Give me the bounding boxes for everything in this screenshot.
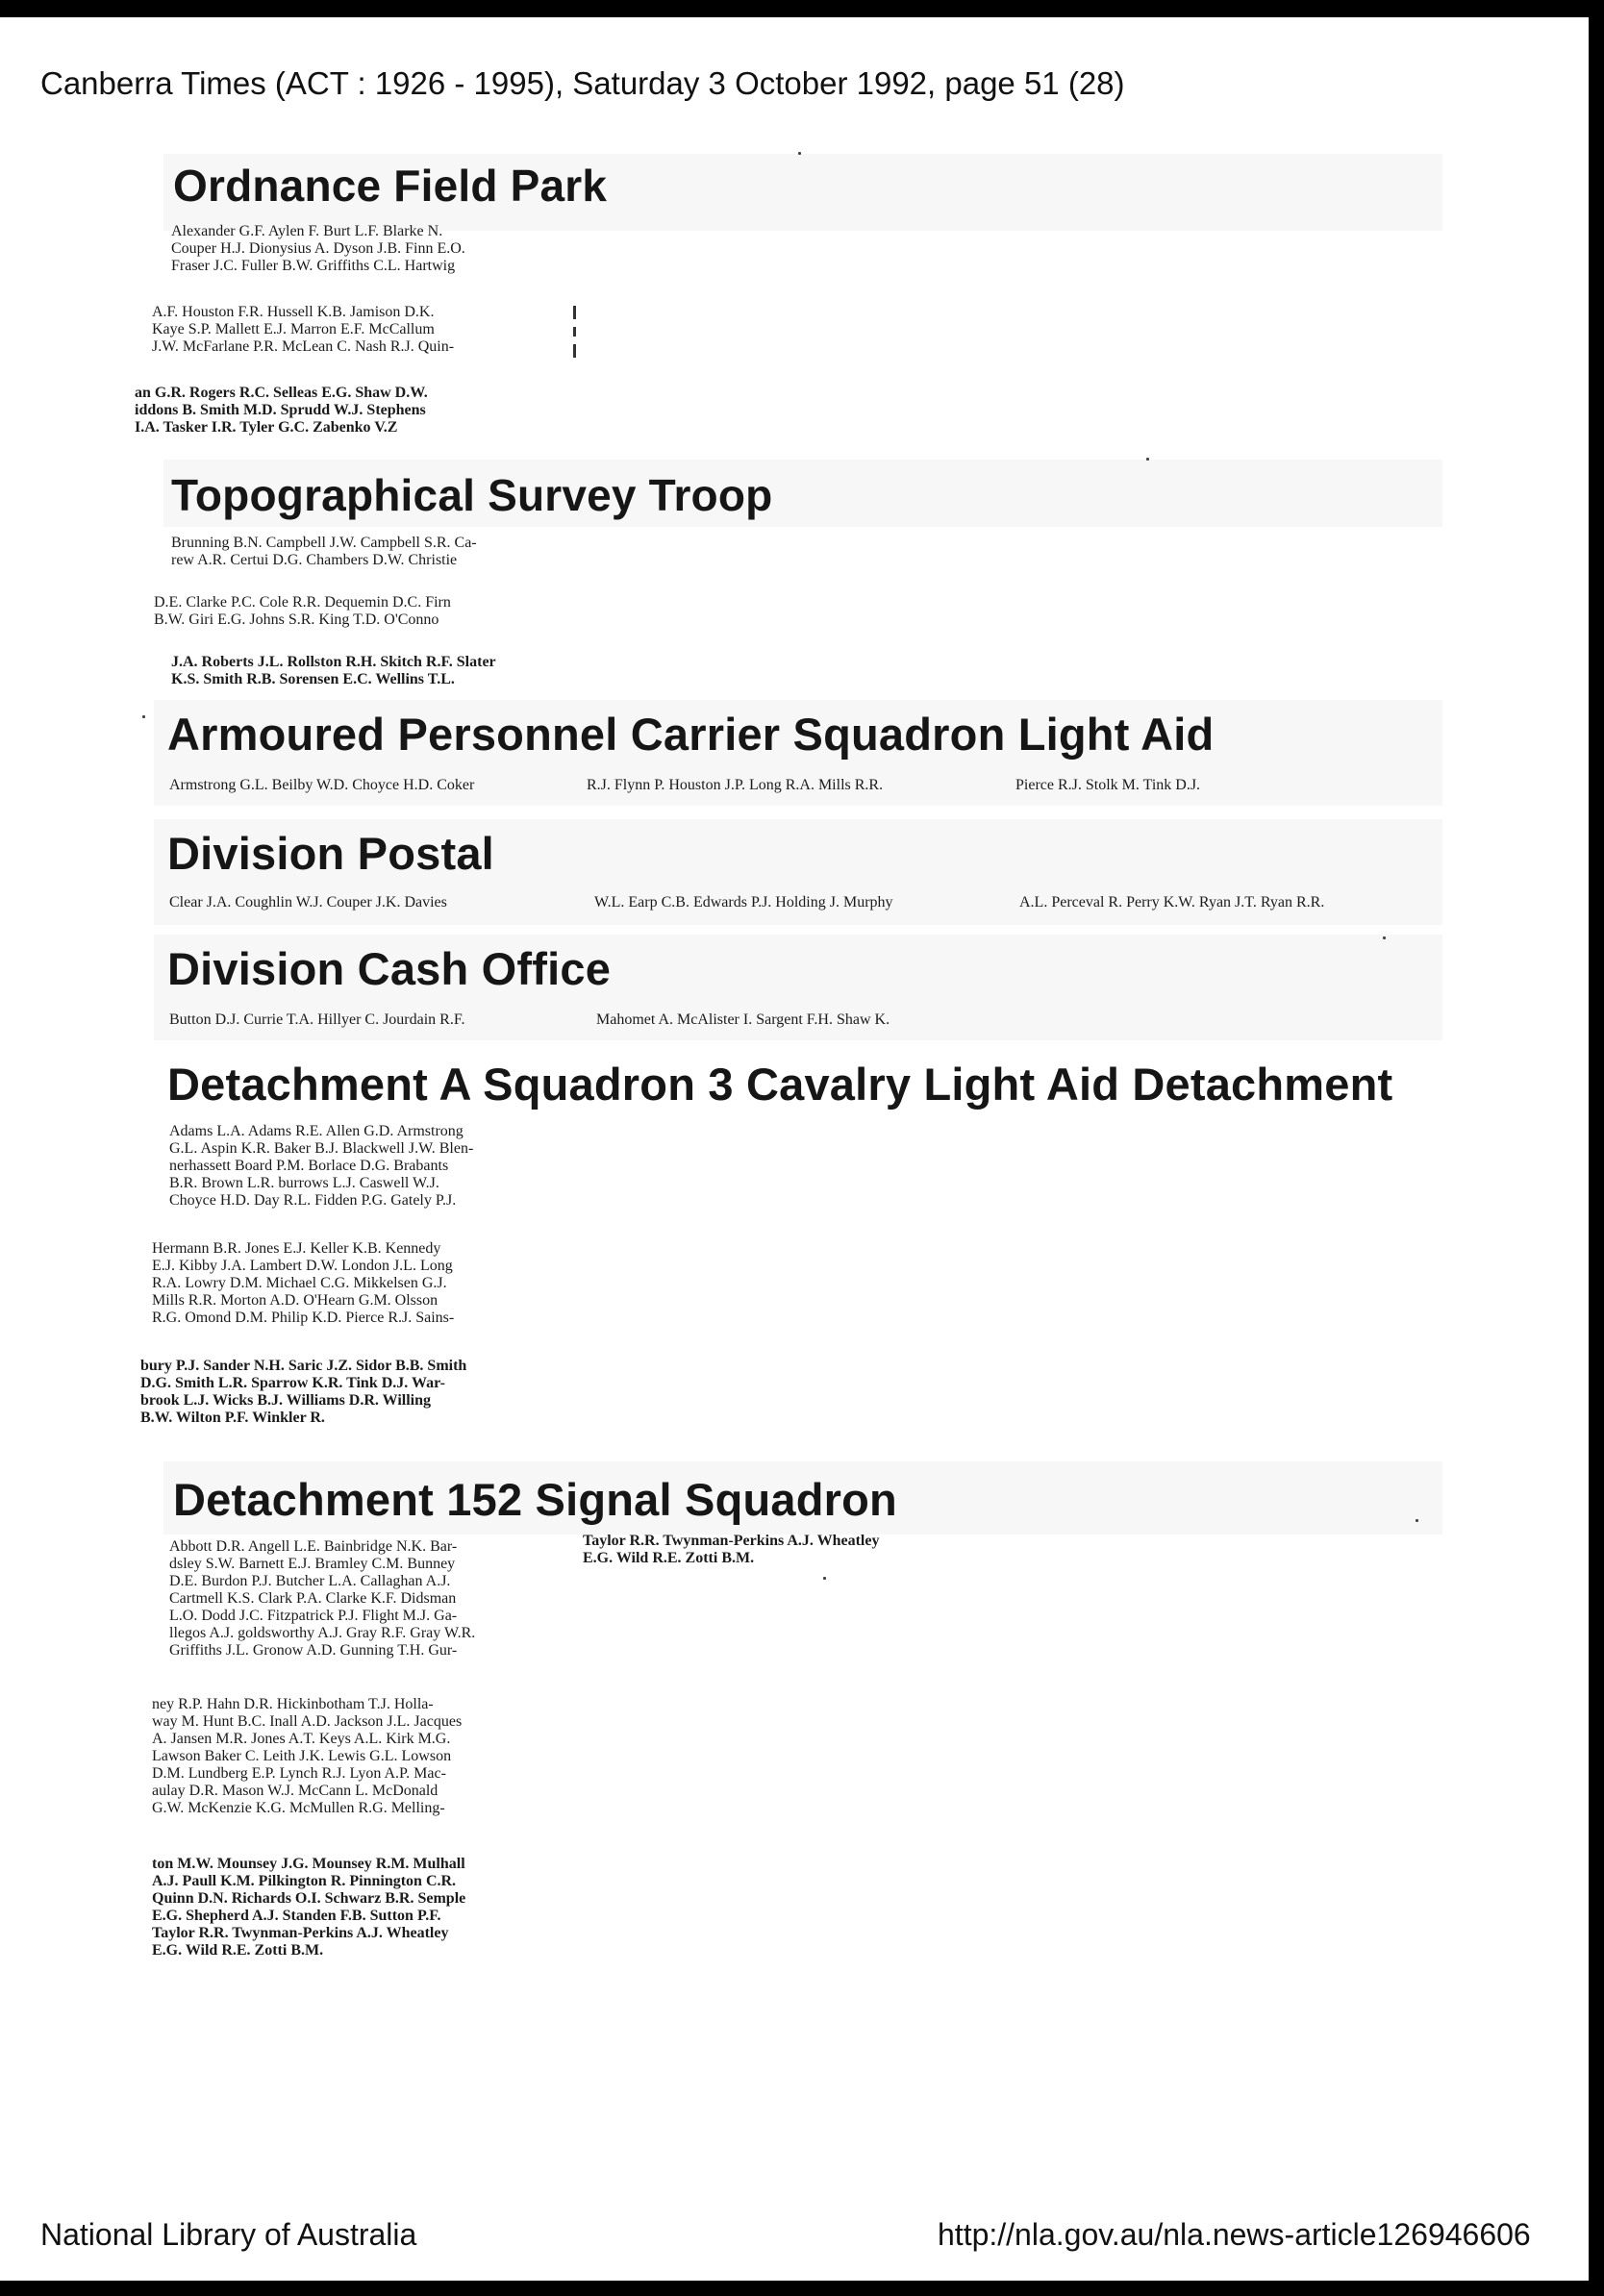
name-line: way M. Hunt B.C. Inall A.D. Jackson J.L. Jacques (152, 1713, 463, 1730)
name-line: aulay D.R. Mason W.J. McCann L. McDonald (152, 1783, 439, 1799)
name-block (152, 1696, 462, 1817)
name-line: brook L.J. Wicks B.J. Williams D.R. Willing (140, 1392, 432, 1409)
section-title-signal: Detachment 152 Signal Squadron (173, 1474, 897, 1525)
name-block (140, 1358, 466, 1427)
name-line: Choyce H.D. Day R.L. Fidden P.G. Gately P.J. (169, 1192, 457, 1209)
name-block (152, 304, 454, 356)
name-column: Pierce R.J. Stolk M. Tink D.J. (1015, 777, 1201, 793)
name-line: Alexander G.F. Aylen F. Burt L.F. Blarke N. (171, 223, 443, 239)
name-line: A.F. Houston F.R. Hussell K.B. Jamison D.K. (152, 304, 435, 320)
name-block (171, 223, 465, 275)
name-column: Clear J.A. Coughlin W.J. Couper J.K. Davies (169, 894, 447, 911)
name-line: Cartmell K.S. Clark P.A. Clarke K.F. Didsman (169, 1590, 457, 1607)
top-border (0, 0, 1604, 17)
name-line: Couper H.J. Dionysius A. Dyson J.B. Finn E.O. (171, 240, 465, 257)
name-line: L.O. Dodd J.C. Fitzpatrick P.J. Flight M.J. Ga- (169, 1608, 458, 1624)
name-line: rew A.R. Certui D.G. Chambers D.W. Christie (171, 552, 458, 568)
name-line: Mills R.R. Morton A.D. O'Hearn G.M. Olsson (152, 1292, 439, 1309)
section-title-cash: Division Cash Office (167, 943, 612, 994)
name-line: K.S. Smith R.B. Sorensen E.C. Wellins T.L. (171, 671, 455, 687)
name-block-side (583, 1533, 879, 1567)
section-title-postal: Division Postal (167, 828, 494, 879)
name-line: E.G. Shepherd A.J. Standen F.B. Sutton P.F. (152, 1908, 441, 1924)
name-line: Brunning B.N. Campbell J.W. Campbell S.R. Ca- (171, 535, 477, 551)
name-block (154, 594, 451, 629)
section-title-apc: Armoured Personnel Carrier Squadron Light Aid (167, 709, 1215, 760)
name-column: Mahomet A. McAlister I. Sargent F.H. Shaw K. (596, 1011, 890, 1028)
column-rule (573, 306, 576, 319)
name-line: Lawson Baker C. Leith J.K. Lewis G.L. Lowson (152, 1748, 452, 1764)
right-border (1589, 0, 1604, 2296)
name-line: E.G. Wild R.E. Zotti B.M. (152, 1942, 324, 1959)
scan-speck (142, 715, 145, 718)
name-line: Fraser J.C. Fuller B.W. Griffiths C.L. Hartwig (171, 258, 456, 274)
footer-url[interactable]: http://nla.gov.au/nla.news-article126946606 (938, 2217, 1531, 2252)
name-line: dsley S.W. Barnett E.J. Bramley C.M. Bunney (169, 1556, 456, 1572)
name-line: ney R.P. Hahn D.R. Hickinbotham T.J. Holla- (152, 1696, 434, 1712)
name-line: A.J. Paull K.M. Pilkington R. Pinnington C.R. (152, 1873, 457, 1889)
name-line: D.M. Lundberg E.P. Lynch R.J. Lyon A.P. Mac- (152, 1765, 446, 1782)
name-line: E.J. Kibby J.A. Lambert D.W. London J.L. Long (152, 1258, 453, 1274)
name-block (135, 385, 428, 437)
section-title-ordnance: Ordnance Field Park (173, 161, 608, 211)
name-line: G.L. Aspin K.R. Baker B.J. Blackwell J.W. Blen- (169, 1140, 474, 1157)
column-rule (573, 344, 576, 358)
name-line: J.A. Roberts J.L. Rollston R.H. Skitch R.F. Slater (171, 654, 496, 670)
name-line: B.W. Wilton P.F. Winkler R. (140, 1410, 325, 1426)
bottom-border (0, 2281, 1604, 2296)
section-title-cavalry: Detachment A Squadron 3 Cavalry Light Aid Detachment (167, 1059, 1393, 1110)
name-line: Hermann B.R. Jones E.J. Keller K.B. Kennedy (152, 1240, 441, 1257)
name-column: A.L. Perceval R. Perry K.W. Ryan J.T. Ryan R.R. (1019, 894, 1325, 911)
name-line: J.W. McFarlane P.R. McLean C. Nash R.J. Quin- (152, 338, 455, 355)
name-line: D.E. Burdon P.J. Butcher L.A. Callaghan A.J. (169, 1573, 451, 1589)
name-line: llegos A.J. goldsworthy A.J. Gray R.F. Gray W.R. (169, 1625, 476, 1641)
name-line: Griffiths J.L. Gronow A.D. Gunning T.H. Gur- (169, 1642, 458, 1659)
scan-speck (1383, 936, 1386, 939)
name-line: B.R. Brown L.R. burrows L.J. Caswell W.J. (169, 1175, 439, 1191)
name-line: Adams L.A. Adams R.E. Allen G.D. Armstrong (169, 1123, 464, 1139)
name-column: R.J. Flynn P. Houston J.P. Long R.A. Mills R.R. (587, 777, 884, 793)
name-line: Taylor R.R. Twynman-Perkins A.J. Wheatley (583, 1533, 880, 1549)
name-line: D.E. Clarke P.C. Cole R.R. Dequemin D.C. Firn (154, 594, 451, 611)
name-line: Kaye S.P. Mallett E.J. Marron E.F. McCallum (152, 321, 435, 337)
name-line: R.G. Omond D.M. Philip K.D. Pierce R.J. Sains- (152, 1310, 455, 1326)
name-line: R.A. Lowry D.M. Michael C.G. Mikkelsen G.J. (152, 1275, 447, 1291)
name-line: B.W. Giri E.G. Johns S.R. King T.D. O'Conno (154, 611, 439, 628)
name-line: Quinn D.N. Richards O.I. Schwarz B.R. Semple (152, 1890, 466, 1907)
name-line: E.G. Wild R.E. Zotti B.M. (583, 1550, 755, 1566)
name-column: W.L. Earp C.B. Edwards P.J. Holding J. Murphy (594, 894, 893, 911)
section-title-topographical: Topographical Survey Troop (171, 470, 773, 520)
name-block (152, 1240, 454, 1327)
name-line: nerhassett Board P.M. Borlace D.G. Brabants (169, 1158, 449, 1174)
scan-speck (1416, 1519, 1418, 1522)
scan-speck (823, 1577, 826, 1580)
name-block (152, 1856, 465, 1959)
name-block (169, 1123, 473, 1210)
name-line: Taylor R.R. Twynman-Perkins A.J. Wheatley (152, 1925, 449, 1941)
name-line: Abbott D.R. Angell L.E. Bainbridge N.K. Bar- (169, 1538, 458, 1555)
name-column: Button D.J. Currie T.A. Hillyer C. Jourdain R.F. (169, 1011, 465, 1028)
name-line: I.A. Tasker I.R. Tyler G.C. Zabenko V.Z (135, 419, 398, 436)
name-line: an G.R. Rogers R.C. Selleas E.G. Shaw D.W. (135, 385, 428, 401)
name-line: ton M.W. Mounsey J.G. Mounsey R.M. Mulhall (152, 1856, 465, 1872)
column-rule (573, 327, 576, 337)
name-line: iddons B. Smith M.D. Sprudd W.J. Stephens (135, 402, 426, 418)
citation-header: Canberra Times (ACT : 1926 - 1995), Saturday 3 October 1992, page 51 (28) (40, 65, 1125, 101)
name-column: Armstrong G.L. Beilby W.D. Choyce H.D. Coker (169, 777, 475, 793)
scan-speck (798, 152, 801, 155)
name-block (171, 535, 477, 569)
name-line: G.W. McKenzie K.G. McMullen R.G. Melling- (152, 1800, 445, 1816)
name-line: bury P.J. Sander N.H. Saric J.Z. Sidor B.B. Smith (140, 1358, 467, 1374)
name-line: A. Jansen M.R. Jones A.T. Keys A.L. Kirk M.G. (152, 1731, 451, 1747)
name-block (171, 654, 496, 688)
footer-publisher: National Library of Australia (40, 2217, 417, 2252)
name-line: D.G. Smith L.R. Sparrow K.R. Tink D.J. War- (140, 1375, 445, 1391)
scan-speck (1146, 458, 1149, 461)
name-block (169, 1538, 475, 1660)
